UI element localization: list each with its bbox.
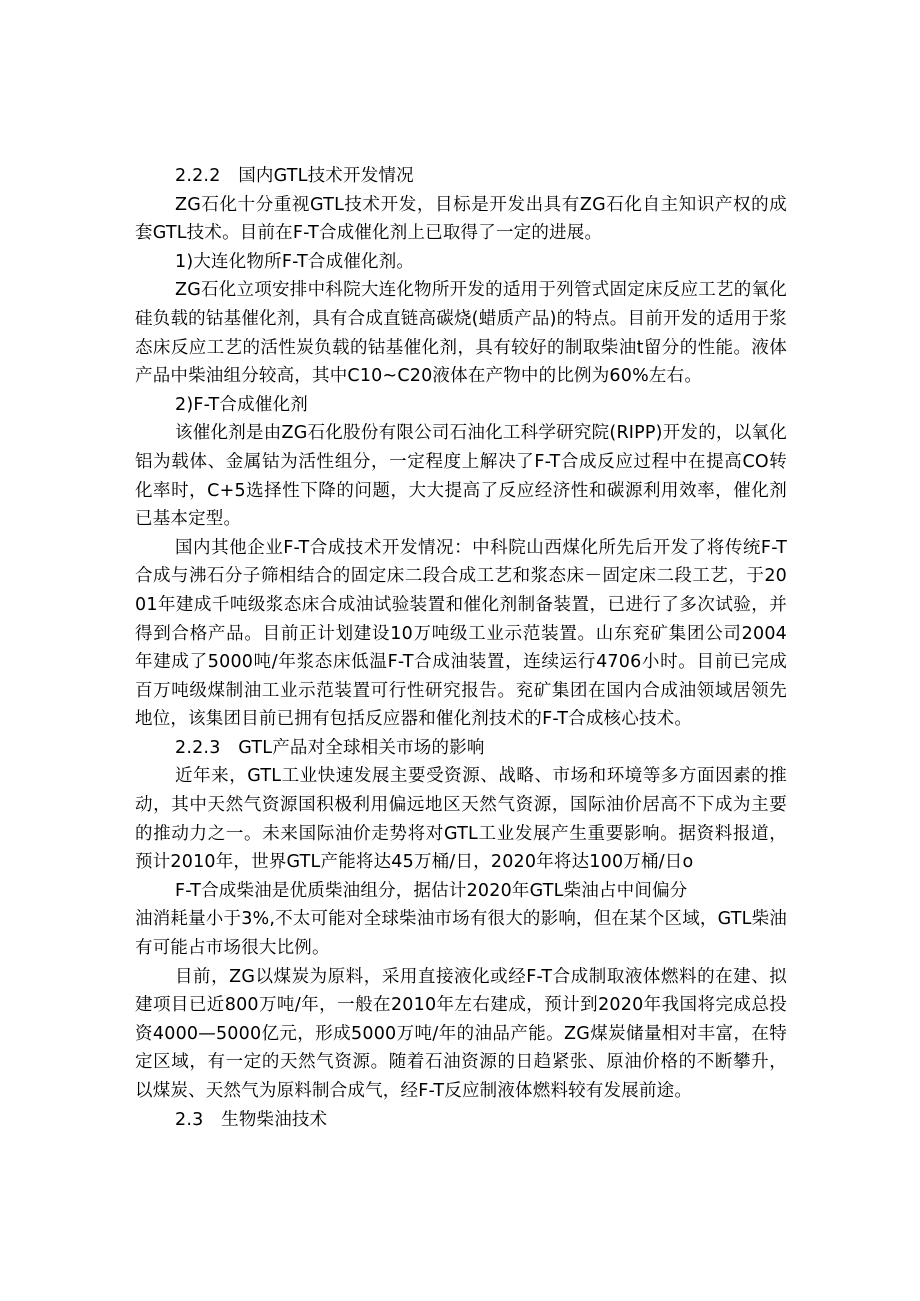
list-item-catalyst-2: 2)F-T合成催化剂	[175, 394, 308, 415]
paragraph-other-companies: 国内其他企业F-T合成技术开发情况：中科院山西煤化所先后开发了将传统F-T合成与沸石分子筛相结合的固定床二段合成工艺和浆态床－固定床二段工艺，于2001年建成千吨级浆态床合成油试验装置和催化剂制备装置，已进行了多次试验，并得到合格产品。目前正计划建设10万吨级工业示范装置。山东兖矿集团公司2004年建成了5000吨/年浆态床低温F-T合成油装置，连续运行4706小时。目前已完成百万吨级煤制油工业示范装置可行性研究报告。兖矿集团在国内合成油领域居领先地位，该集团目前已拥有包括反应器和催化剂技术的F-T合成核心技术。	[135, 537, 787, 730]
document-body	[135, 162, 787, 1134]
paragraph-ripp-catalyst: 该催化剂是由ZG石化股份有限公司石油化工科学研究院(RIPP)开发的，以氧化铝为载体、金属钴为活性组分，一定程度上解决了F-T合成反应过程中在提高CO转化率时，C+5选择性下降的问题，大大提高了反应经济性和碳源利用效率，催化剂已基本定型。	[135, 423, 787, 530]
list-item-catalyst-1: 1)大连化物所F-T合成催化剂。	[175, 251, 415, 272]
section-heading-2-3: 2.3 生物柴油技术	[175, 1109, 328, 1130]
paragraph-gtl-drivers: 近年来，GTL工业快速发展主要受资源、战略、市场和环境等多方面因素的推动，其中天然气资源国积极利用偏远地区天然气资源，国际油价居高不下成为主要的推动力之一。未来国际油价走势将对GTL工业发展产生重要影响。据资料报道，预计2010年，世界GTL产能将达45万桶/日，2020年将达100万桶/日o	[135, 766, 787, 873]
paragraph-zg-gtl-intro: ZG石化十分重视GTL技术开发，目标是开发出具有ZG石化自主知识产权的成套GTL技术。目前在F-T合成催化剂上已取得了一定的进展。	[135, 194, 787, 244]
paragraph-ft-diesel: F-T合成柴油是优质柴油组分，据估计2020年GTL柴油占中间偏分	[175, 880, 688, 901]
paragraph-coal-liquefaction: 目前，ZG以煤炭为原料，采用直接液化或经F-T合成制取液体燃料的在建、拟建项目已近800万吨/年，一般在2010年左右建成，预计到2020年我国将完成总投资4000—5000亿元，形成5000万吨/年的油品产能。ZG煤炭储量相对丰富，在特定区域，有一定的天然气资源。随着石油资源的日趋紧张、原油价格的不断攀升，以煤炭、天然气为原料制合成气，经F-T反应制液体燃料较有发展前途。	[135, 966, 787, 1101]
paragraph-diesel-market: 油消耗量小于3%,不太可能对全球柴油市场有很大的影响，但在某个区域，GTL柴油有可能占市场很大比例。	[135, 909, 787, 959]
section-heading-2-2-3: 2.2.3 GTL产品对全球相关市场的影响	[175, 737, 485, 758]
section-heading-2-2-2: 2.2.2 国内GTL技术开发情况	[175, 166, 414, 186]
paragraph-dalian-catalyst: ZG石化立项安排中科院大连化物所开发的适用于列管式固定床反应工艺的氧化硅负载的钴基催化剂，具有合成直链高碳烧(蜡质产品)的特点。目前开发的适用于浆态床反应工艺的活性炭负载的钴基催化剂，具有较好的制取柴油t留分的性能。液体产品中柴油组分较高，其中C10~C20液体在产物中的比例为60%左右。	[135, 280, 787, 387]
